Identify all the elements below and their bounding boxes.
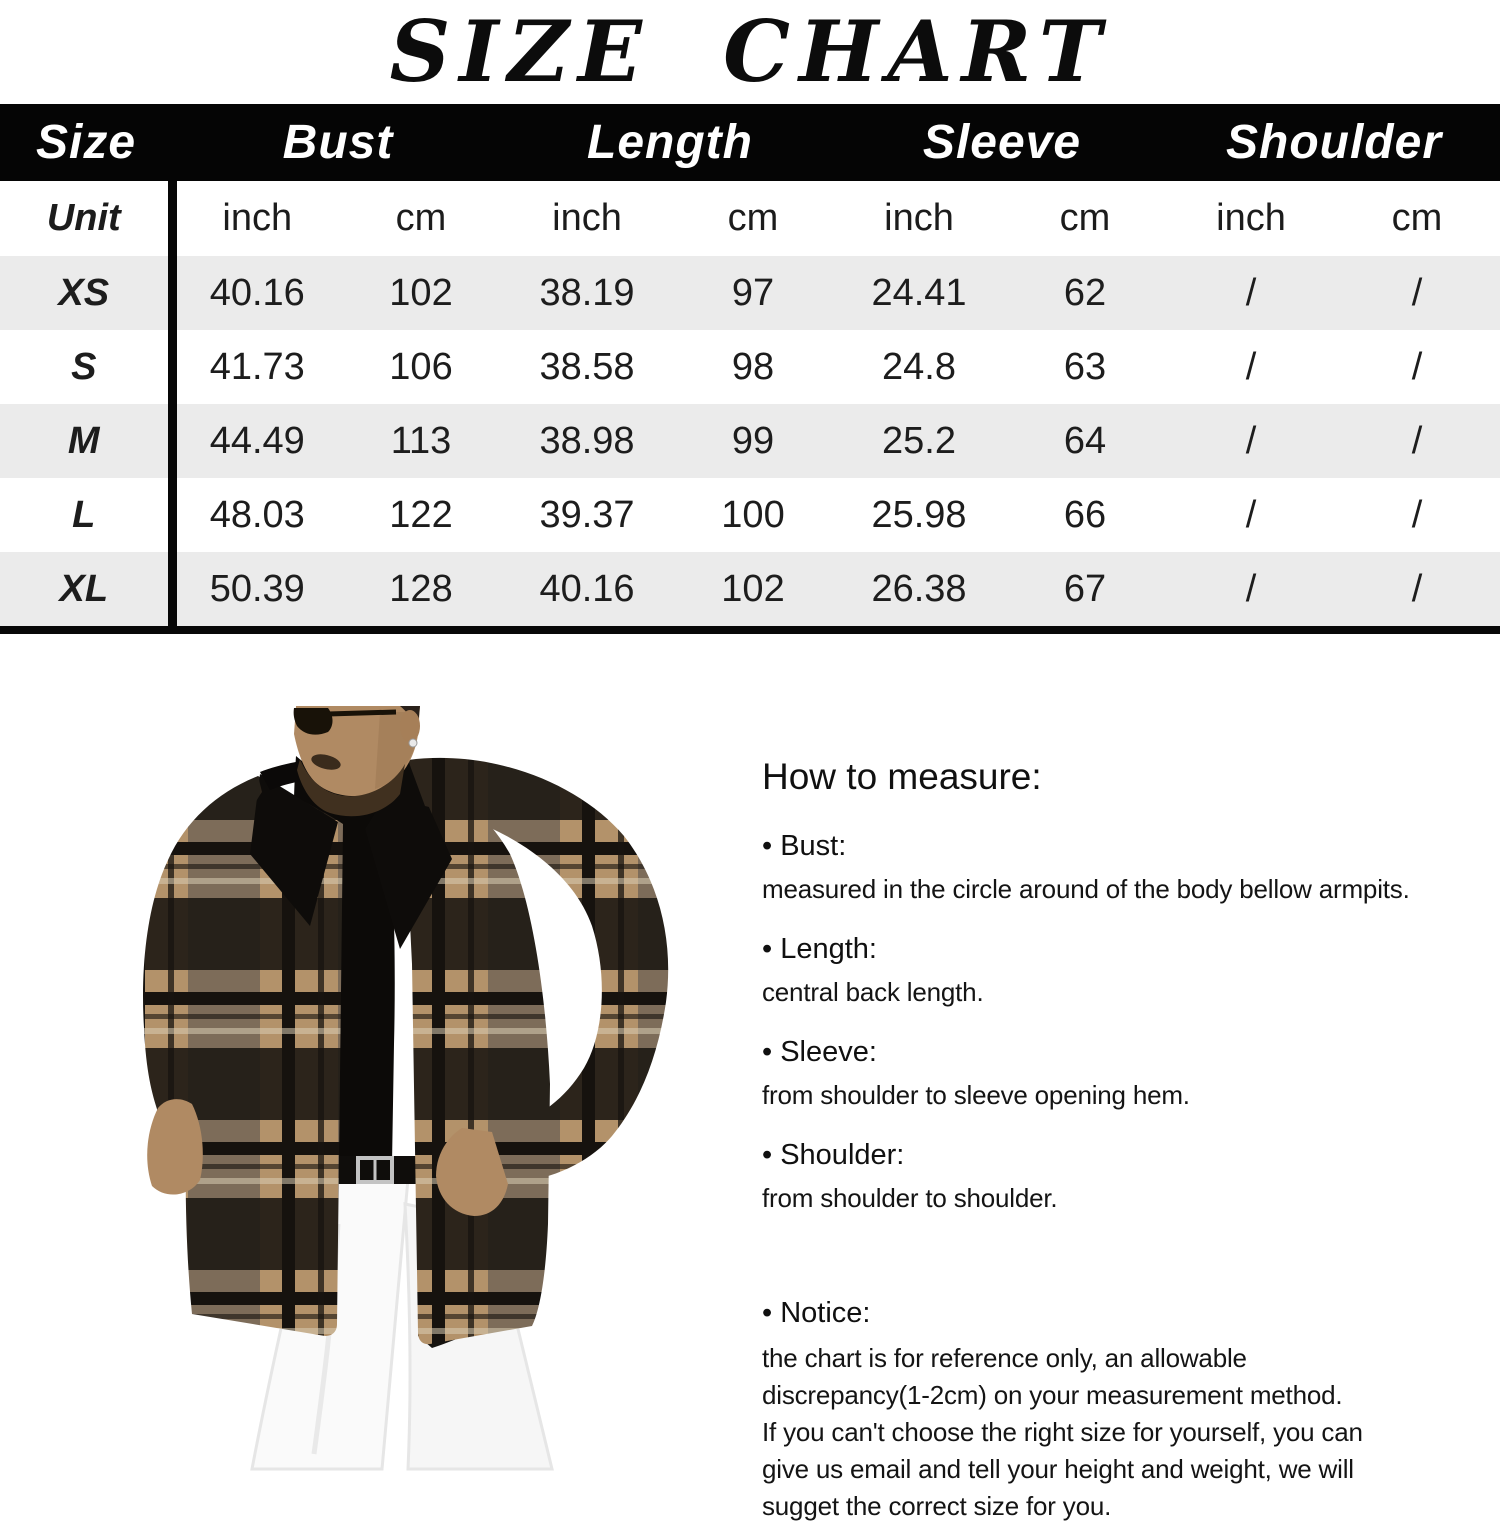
measurement-cell: 67 [1063,567,1107,610]
size-label: XS [0,256,172,330]
guide-item-desc: measured in the circle around of the body bellow armpits. [762,874,1410,904]
guide-item-bust [762,830,1482,906]
measurement-cell: / [1245,493,1257,536]
measurement-cell: / [1411,271,1423,314]
measurement-cell: 24.41 [871,271,967,314]
measurement-cell: 38.98 [539,419,635,462]
guide-item-label: • Shoulder: [762,1139,905,1171]
guide-item-label: • Length: [762,933,877,965]
size-label: L [0,478,172,552]
measurement-cell: 50.39 [209,567,305,610]
measurement-cell: / [1411,345,1423,388]
measurement-cell: 38.19 [539,271,635,314]
guide-item-label: • Sleeve: [762,1036,877,1068]
measurement-cell: / [1245,419,1257,462]
measurement-cell: 40.16 [209,271,305,314]
unit-label: Unit [0,181,172,256]
guide-item-sleeve [762,1036,1482,1112]
table-row [0,552,1500,626]
ear [400,710,420,742]
measurement-cell: 106 [389,345,453,388]
measurement-cell: 99 [731,419,775,462]
unit-cell: cm [1059,197,1111,239]
guide-item-desc: central back length. [762,977,984,1007]
measure-guide [762,664,1482,1525]
notice-line: the chart is for reference only, an allowable [762,1343,1247,1373]
size-label: M [0,404,172,478]
measurement-cell: 64 [1063,419,1107,462]
col-header-shoulder: Shoulder [1225,116,1442,169]
col-header-size: Size [35,116,137,169]
measurement-cell: 98 [731,345,775,388]
measurement-cell: 122 [389,493,453,536]
measurement-cell: / [1245,271,1257,314]
measurement-cell: / [1411,493,1423,536]
measurement-cell: 63 [1063,345,1107,388]
product-photo [100,664,720,1469]
measurement-cell: 38.58 [539,345,635,388]
measurement-cell: 40.16 [539,567,635,610]
unit-cell: inch [222,197,293,239]
col-header-bust: Bust [282,116,394,169]
measurement-cell: 102 [389,271,453,314]
size-chart-table [0,104,1500,626]
table-row [0,478,1500,552]
model-illustration [100,664,720,1469]
notice-line: discrepancy(1-2cm) on your measurement method. [762,1380,1343,1410]
guide-item-desc: from shoulder to sleeve opening hem. [762,1080,1190,1110]
unit-cell: inch [1216,197,1286,239]
col-header-length: Length [587,116,753,169]
measurement-cell: 25.2 [882,419,956,462]
measurement-cell: 25.98 [871,493,967,536]
measurement-cell: 24.8 [882,345,956,388]
unit-cell: cm [395,197,447,239]
guide-item-desc: from shoulder to shoulder. [762,1183,1058,1213]
page-title: SIZE CHART [389,2,1111,101]
measurement-cell: 26.38 [871,567,967,610]
size-rows [0,256,1500,626]
size-label: S [0,330,172,404]
measurement-cell: 39.37 [539,493,635,536]
unit-cell: inch [552,197,622,239]
bottom-section [0,664,1500,1525]
measurement-cell: 128 [389,567,453,610]
title-bar [0,0,1500,104]
size-table-wrap [0,104,1500,634]
table-header-row [0,104,1500,181]
table-row [0,330,1500,404]
measurement-cell: 97 [731,271,775,314]
unit-cell: cm [1391,197,1443,239]
notice-label: • Notice: [762,1297,871,1329]
measurement-cell: 41.73 [209,345,305,388]
notice-line: give us email and tell your height and weight, we will [762,1454,1354,1484]
measurement-cell: / [1245,567,1257,610]
measurement-cell: 113 [390,419,452,462]
table-row [0,404,1500,478]
measurement-cell: 102 [721,567,785,610]
size-label: XL [0,552,172,626]
measurement-cell: / [1245,345,1257,388]
guide-item-label: • Bust: [762,830,847,862]
unit-cell: inch [884,197,954,239]
measurement-cell: 100 [721,493,785,536]
notice-line: sugget the correct size for you. [762,1491,1112,1521]
measurement-cell: 66 [1063,493,1107,536]
measurement-cell: 44.49 [209,419,305,462]
table-row [0,256,1500,330]
measurement-cell: / [1411,419,1423,462]
plaid-coat [143,754,668,1344]
measure-guide-heading: How to measure: [762,756,1042,797]
measurement-cell: 48.03 [209,493,305,536]
earring [409,739,417,747]
notice-block [762,1297,1482,1525]
col-header-sleeve: Sleeve [922,116,1082,169]
unit-cell: cm [727,197,779,239]
measurement-cell: 62 [1063,271,1107,314]
guide-item-length [762,933,1482,1009]
measurement-cell: / [1411,567,1423,610]
notice-line: If you can't choose the right size for yourself, you can [762,1417,1363,1447]
guide-item-shoulder [762,1139,1482,1215]
unit-row [0,181,1500,256]
